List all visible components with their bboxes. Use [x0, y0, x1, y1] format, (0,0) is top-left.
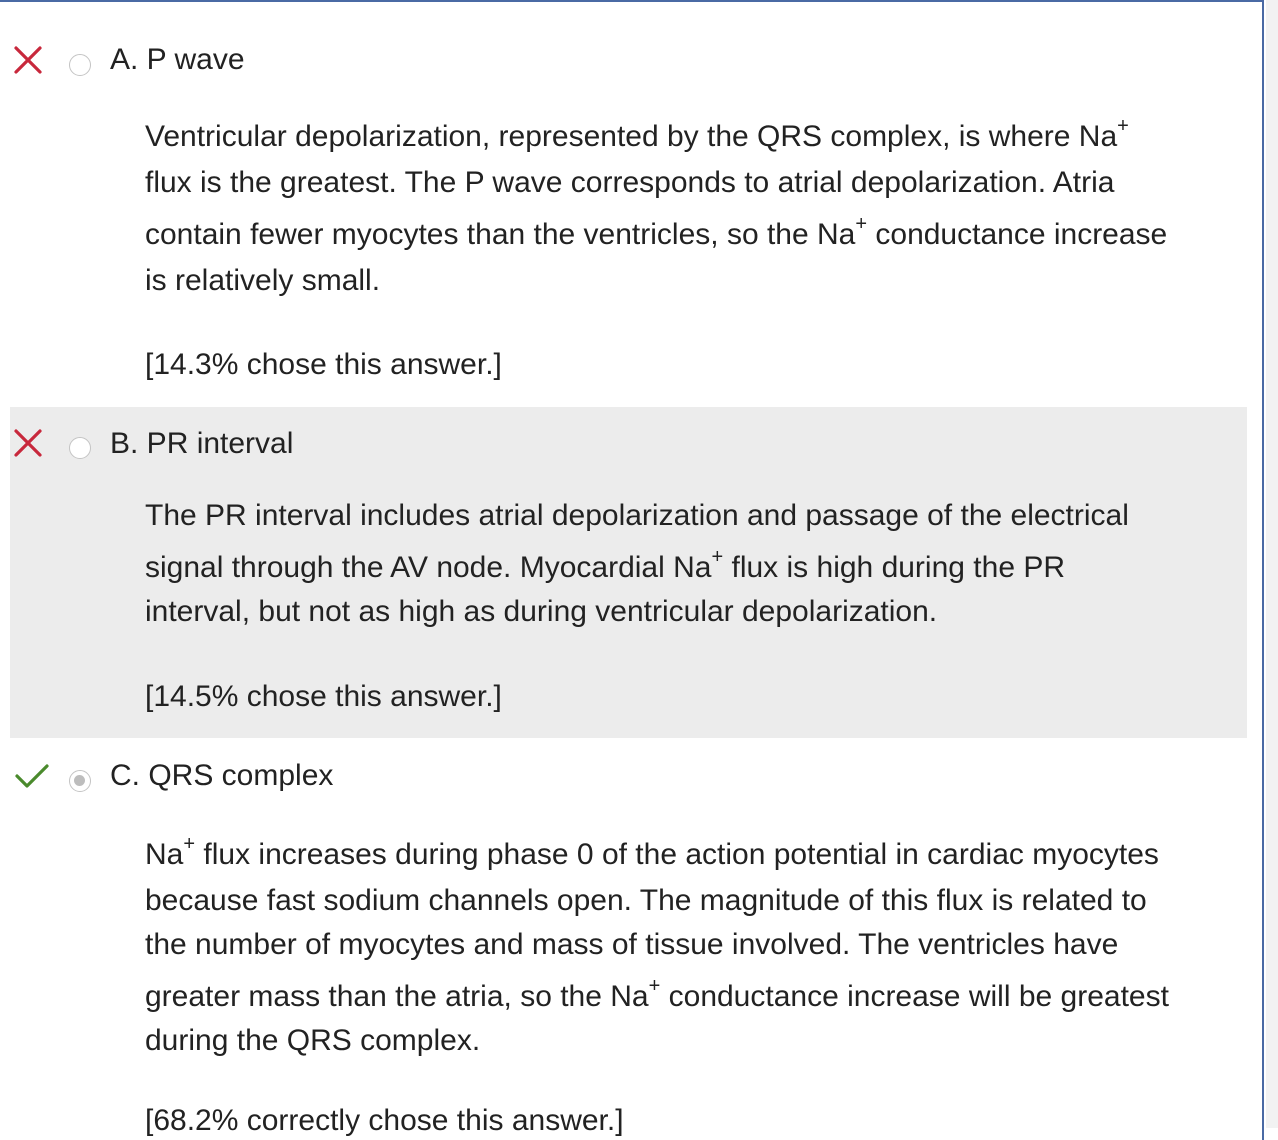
explanation-line: [145, 1024, 480, 1058]
explanation-text: interval, but not as high as during ventricular depolarization.: [145, 595, 938, 628]
explanation-text: flux is high during the PR: [723, 551, 1066, 584]
option-label: B. PR interval: [110, 427, 294, 460]
explanation-text: during the QRS complex.: [145, 1024, 481, 1057]
scrollbar-track[interactable]: [1266, 0, 1278, 1128]
explanation-text: is relatively small.: [145, 264, 381, 297]
answer-explanation: [145, 499, 1245, 659]
answer-explanation: [145, 115, 1245, 320]
explanation-text: flux increases during phase 0 of the action potential in cardiac myocytes: [195, 838, 1159, 871]
explanation-text: conductance increase: [867, 218, 1168, 251]
cross-icon: [12, 44, 44, 76]
explanation-text: Na: [145, 838, 184, 871]
explanation-line: [145, 884, 1147, 918]
explanation-text: Ventricular depolarization, represented by the QRS complex, is where Na: [145, 120, 1118, 153]
explanation-line: [145, 213, 1168, 252]
explanation-text: contain fewer myocytes than the ventricles, so the Na: [145, 218, 856, 251]
answer-option-a: [10, 30, 1247, 406]
explanation-text: The PR interval includes atrial depolarization and passage of the electrical: [145, 499, 1129, 532]
ion-charge-superscript: +: [711, 546, 724, 568]
answer-statistic: [68.2% correctly chose this answer.]: [145, 1104, 624, 1137]
explanation-line: [145, 928, 1118, 962]
explanation-line: [145, 546, 1066, 585]
explanation-text: signal through the AV node. Myocardial Na: [145, 551, 712, 584]
explanation-line: [145, 264, 380, 298]
explanation-line: [145, 166, 1114, 200]
explanation-text: the number of myocytes and mass of tissue involved. The ventricles have: [145, 928, 1119, 961]
explanation-text: because fast sodium channels open. The magnitude of this flux is related to: [145, 884, 1147, 917]
explanation-line: [145, 499, 1129, 533]
answer-option-c: [10, 740, 1247, 1140]
answer-option-b: [10, 407, 1247, 738]
answer-radio-a[interactable]: [69, 54, 91, 76]
ion-charge-superscript: +: [648, 975, 661, 997]
answer-radio-b[interactable]: [69, 437, 91, 459]
explanation-line: [145, 595, 937, 629]
explanation-text: greater mass than the atria, so the Na: [145, 980, 649, 1013]
answer-radio-c[interactable]: [69, 770, 91, 792]
answer-statistic: [14.5% chose this answer.]: [145, 680, 502, 713]
ion-charge-superscript: +: [1117, 115, 1129, 137]
explanation-text: conductance increase will be greatest: [660, 980, 1169, 1013]
explanation-line: [145, 975, 1169, 1014]
answer-statistic: [14.3% chose this answer.]: [145, 348, 502, 381]
explanation-line: [145, 115, 1129, 154]
checkmark-icon: [14, 760, 50, 792]
cross-icon: [12, 427, 44, 459]
option-label: C. QRS complex: [110, 759, 334, 792]
ion-charge-superscript: +: [183, 833, 196, 855]
option-label: A. P wave: [110, 43, 245, 76]
ion-charge-superscript: +: [855, 213, 868, 235]
explanation-text: flux is the greatest. The P wave corresponds to atrial depolarization. Atria: [145, 166, 1115, 199]
answer-explanation: [145, 833, 1245, 1068]
explanation-line: [145, 833, 1159, 872]
